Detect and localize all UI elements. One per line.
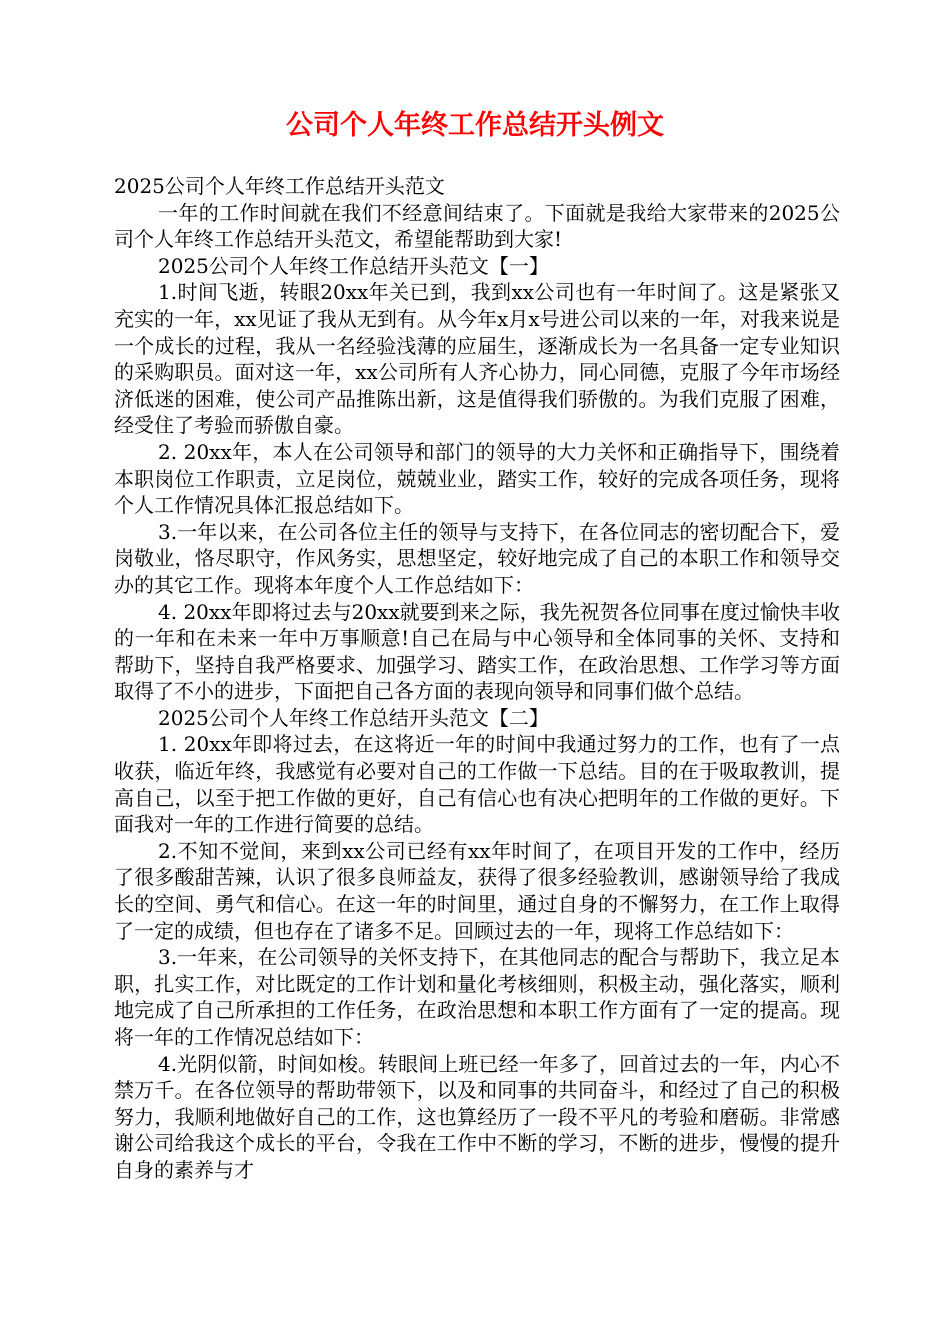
paragraph: 1. 20xx年即将过去，在这将近一年的时间中我通过努力的工作，也有了一点收获，临近年终，我感觉有必要对自己的工作做一下总结。目的在于吸取教训，提高自己，以至于把工作做的更好，自己有信心也有决心把明年的工作做的更好。下面我对一年的工作进行简要的总结。 <box>114 732 840 837</box>
paragraph: 2. 20xx年，本人在公司领导和部门的领导的大力关怀和正确指导下，围绕着本职岗位工作职责，立足岗位，兢兢业业，踏实工作，较好的完成各项任务，现将个人工作情况具体汇报总结如下。 <box>114 439 840 518</box>
paragraph: 4. 20xx年即将过去与20xx就要到来之际，我先祝贺各位同事在度过愉快丰收的一年和在未来一年中万事顺意!自己在局与中心领导和全体同事的关怀、支持和帮助下，坚持自我严格要求、加强学习、踏实工作，在政治思想、工作学习等方面取得了不小的进步，下面把自己各方面的表现向领导和同事们做个总结。 <box>114 599 840 704</box>
paragraph: 1.时间飞逝，转眼20xx年关已到，我到xx公司也有一年时间了。这是紧张又充实的一年，xx见证了我从无到有。从今年x月x号进公司以来的一年，对我来说是一个成长的过程，我从一名经验浅薄的应届生，逐渐成长为一名具备一定专业知识的采购职员。面对这一年，xx公司所有人齐心协力，同心同德，克服了今年市场经济低迷的困难，使公司产品推陈出新，这是值得我们骄傲的。为我们克服了困难，经受住了考验而骄傲自豪。 <box>114 280 840 438</box>
section-heading-one: 2025公司个人年终工作总结开头范文【一】 <box>158 253 549 278</box>
paragraph-heading: 2025公司个人年终工作总结开头范文 <box>114 174 445 198</box>
paragraph: 2.不知不觉间，来到xx公司已经有xx年时间了，在项目开发的工作中，经历了很多酸甜苦辣，认识了很多良师益友，获得了很多经验教训，感谢领导给了我成长的空间、勇气和信心。在这一年的时间里，通过自身的不懈努力，在工作上取得了一定的成绩，但也存在了诸多不足。回顾过去的一年，现将工作总结如下： <box>114 838 840 943</box>
document-title: 公司个人年终工作总结开头例文 <box>286 110 664 141</box>
document-body <box>114 173 840 1184</box>
paragraph: 4.光阴似箭，时间如梭。转眼间上班已经一年多了，回首过去的一年，内心不禁万千。在各位领导的帮助带领下，以及和同事的共同奋斗，和经过了自己的积极努力，我顺利地做好自己的工作，这也算经历了一段不平凡的考验和磨砺。非常感谢公司给我这个成长的平台，令我在工作中不断的学习，不断的进步，慢慢的提升自身的素养与才 <box>114 1051 840 1182</box>
paragraph: 3.一年来，在公司领导的关怀支持下，在其他同志的配合与帮助下，我立足本职，扎实工作，对比既定的工作计划和量化考核细则，积极主动，强化落实，顺利地完成了自己所承担的工作任务，在政治思想和本职工作方面有了一定的提高。现将一年的工作情况总结如下： <box>114 945 840 1049</box>
paragraph: 3.一年以来，在公司各位主任的领导与支持下，在各位同志的密切配合下，爱岗敬业，恪尽职守，作风务实，思想坚定，较好地完成了自己的本职工作和领导交办的其它工作。现将本年度个人工作总结如下： <box>114 519 840 597</box>
paragraph-intro: 一年的工作时间就在我们不经意间结束了。下面就是我给大家带来的2025公司个人年终工作总结开头范文，希望能帮助到大家! <box>114 200 840 252</box>
section-heading-two: 2025公司个人年终工作总结开头范文【二】 <box>158 705 549 730</box>
